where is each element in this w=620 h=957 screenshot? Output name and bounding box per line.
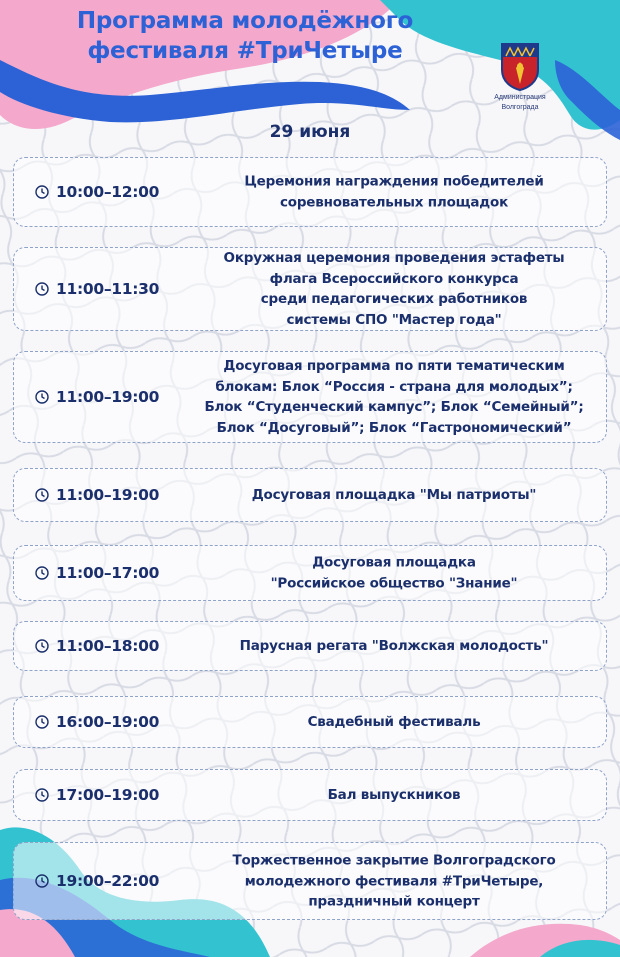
clock-icon (34, 787, 50, 803)
item-description: Парусная регата "Волжская молодость" (239, 637, 549, 654)
schedule-item (13, 468, 607, 522)
clock-icon (34, 184, 50, 200)
schedule-item (13, 842, 607, 920)
schedule-item (13, 621, 607, 671)
date-heading: 29 июня (269, 122, 351, 142)
item-description: Досуговая площадка "Мы патриоты" (251, 486, 537, 503)
item-description: Досуговая площадка "Российское общество "Знание" (270, 554, 518, 591)
clock-icon (34, 638, 50, 654)
item-description: Церемония награждения победителей соревновательных площадок (244, 173, 544, 210)
schedule-item (13, 545, 607, 601)
item-time: 11:00–18:00 (56, 637, 160, 655)
logo-text-line-1: Администрация (494, 94, 546, 101)
schedule-item (13, 351, 607, 443)
item-time: 11:00–19:00 (56, 388, 160, 406)
item-time: 11:00–19:00 (56, 486, 160, 504)
schedule-item (13, 247, 607, 331)
item-time: 10:00–12:00 (56, 183, 160, 201)
schedule-item (13, 696, 607, 748)
item-time: 17:00–19:00 (56, 786, 160, 804)
clock-icon (34, 714, 50, 730)
clock-icon (34, 487, 50, 503)
clock-icon (34, 565, 50, 581)
item-description: Торжественное закрытие Волгоградского молодежного фестиваля #ТриЧетыре, праздничный концерт (232, 852, 556, 910)
clock-icon (34, 389, 50, 405)
item-time: 19:00–22:00 (56, 872, 160, 890)
schedule-item (13, 157, 607, 227)
item-description: Бал выпускников (327, 786, 461, 803)
clock-icon (34, 873, 50, 889)
logo-text-line-2: Волгограда (501, 104, 539, 111)
page-title (30, 6, 460, 66)
item-description: Досуговая программа по пяти тематическим блокам: Блок “Россия - страна для молодых”; Блок “Студенческий кампус”; Блок “Семейный”; Блок “Досуговый”; Блок “Гастрономический” (204, 358, 584, 436)
schedule-item (13, 769, 607, 821)
clock-icon (34, 281, 50, 297)
item-description: Свадебный фестиваль (307, 713, 481, 730)
title-line-1: Программа молодёжного (76, 8, 414, 34)
item-time: 11:00–17:00 (56, 564, 160, 582)
item-time: 16:00–19:00 (56, 713, 160, 731)
city-logo (490, 42, 550, 122)
title-line-2: фестиваля #ТриЧетыре (87, 38, 403, 64)
item-time: 11:00–11:30 (56, 280, 160, 298)
item-description: Окружная церемония проведения эстафеты флага Всероссийского конкурса среди педагогических работников системы СПО "Мастер года" (223, 250, 565, 328)
coat-of-arms-icon (500, 42, 540, 92)
